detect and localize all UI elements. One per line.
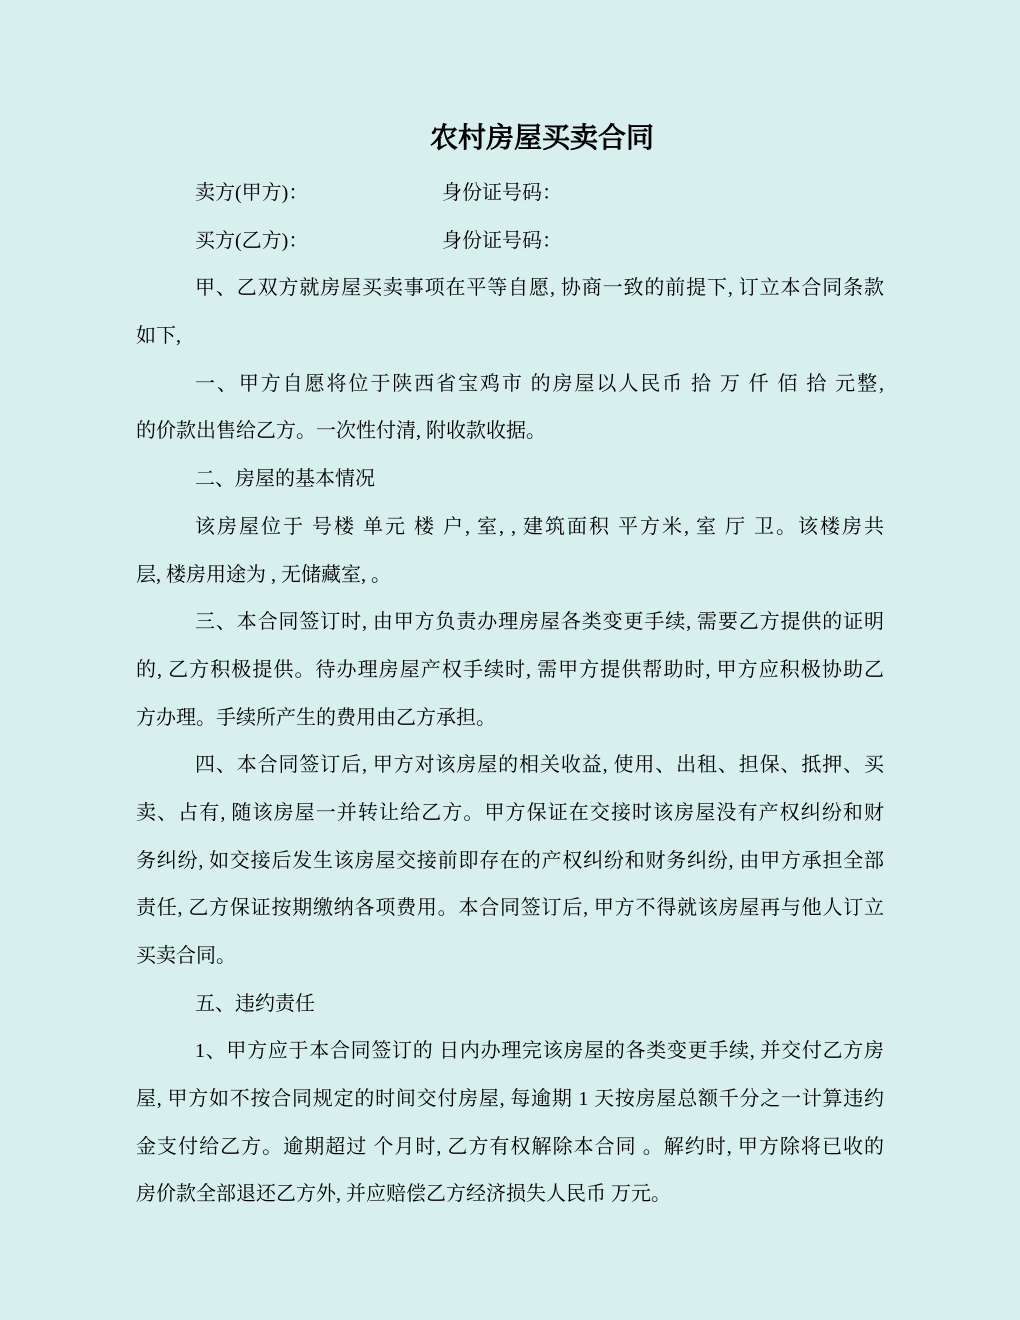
contract-line: 的, 乙方积极提供。待办理房屋产权手续时, 需甲方提供帮助时, 甲方应积极协助乙 <box>136 658 884 681</box>
contract-line: 金支付给乙方。逾期超过 个月时, 乙方有权解除本合同 。解约时, 甲方除将已收的 <box>136 1135 884 1158</box>
seller-label: 卖方(甲方)： <box>195 182 309 204</box>
contract-line: 三、本合同签订时, 由甲方负责办理房屋各类变更手续, 需要乙方提供的证明 <box>195 611 884 634</box>
contract-line: 五、违约责任 <box>195 992 315 1015</box>
contract-line: 的价款出售给乙方。一次性付清, 附收款收据。 <box>136 420 546 443</box>
party-seller-line <box>136 170 884 218</box>
contract-line: 卖、占有, 随该房屋一并转让给乙方。甲方保证在交接时该房屋没有产权纠纷和财 <box>136 801 884 824</box>
contract-line: 如下, <box>136 325 181 348</box>
party-buyer-line <box>136 218 884 266</box>
buyer-id-number-label: 身份证号码： <box>442 229 562 252</box>
contract-line: 一、甲方自愿将位于陕西省宝鸡市 的房屋以人民币 拾 万 仟 佰 拾 元整, <box>195 372 884 395</box>
contract-line: 屋, 甲方如不按合同规定的时间交付房屋, 每逾期 1 天按房屋总额千分之一计算违约 <box>136 1088 884 1111</box>
contract-content <box>136 0 884 1219</box>
contract-line: 方办理。手续所产生的费用由乙方承担。 <box>136 706 496 729</box>
contract-line: 买卖合同。 <box>136 945 236 967</box>
contract-line: 该房屋位于 号楼 单元 楼 户, 室, , 建筑面积 平方米, 室 厅 卫。该楼房共 <box>195 515 884 538</box>
contract-line: 二、房屋的基本情况 <box>195 468 375 491</box>
page-title: 农村房屋买卖合同 <box>429 123 654 154</box>
contract-line: 房价款全部退还乙方外, 并应赔偿乙方经济损失人民币 万元。 <box>136 1183 671 1206</box>
seller-id-number-label: 身份证号码： <box>442 182 562 204</box>
contract-line: 层, 楼房用途为 , 无储藏室, 。 <box>136 563 391 586</box>
contract-line: 甲、乙双方就房屋买卖事项在平等自愿, 协商一致的前提下, 订立本合同条款 <box>195 277 884 300</box>
buyer-label: 买方(乙方)： <box>195 229 309 252</box>
contract-line: 务纠纷, 如交接后发生该房屋交接前即存在的产权纠纷和财务纠纷, 由甲方承担全部 <box>136 849 884 872</box>
contract-line: 责任, 乙方保证按期缴纳各项费用。本合同签订后, 甲方不得就该房屋再与他人订立 <box>136 897 884 920</box>
contract-line: 四、本合同签订后, 甲方对该房屋的相关收益, 使用、出租、担保、抵押、买 <box>195 754 884 777</box>
contract-line: 1、甲方应于本合同签订的 日内办理完该房屋的各类变更手续, 并交付乙方房 <box>195 1040 884 1063</box>
